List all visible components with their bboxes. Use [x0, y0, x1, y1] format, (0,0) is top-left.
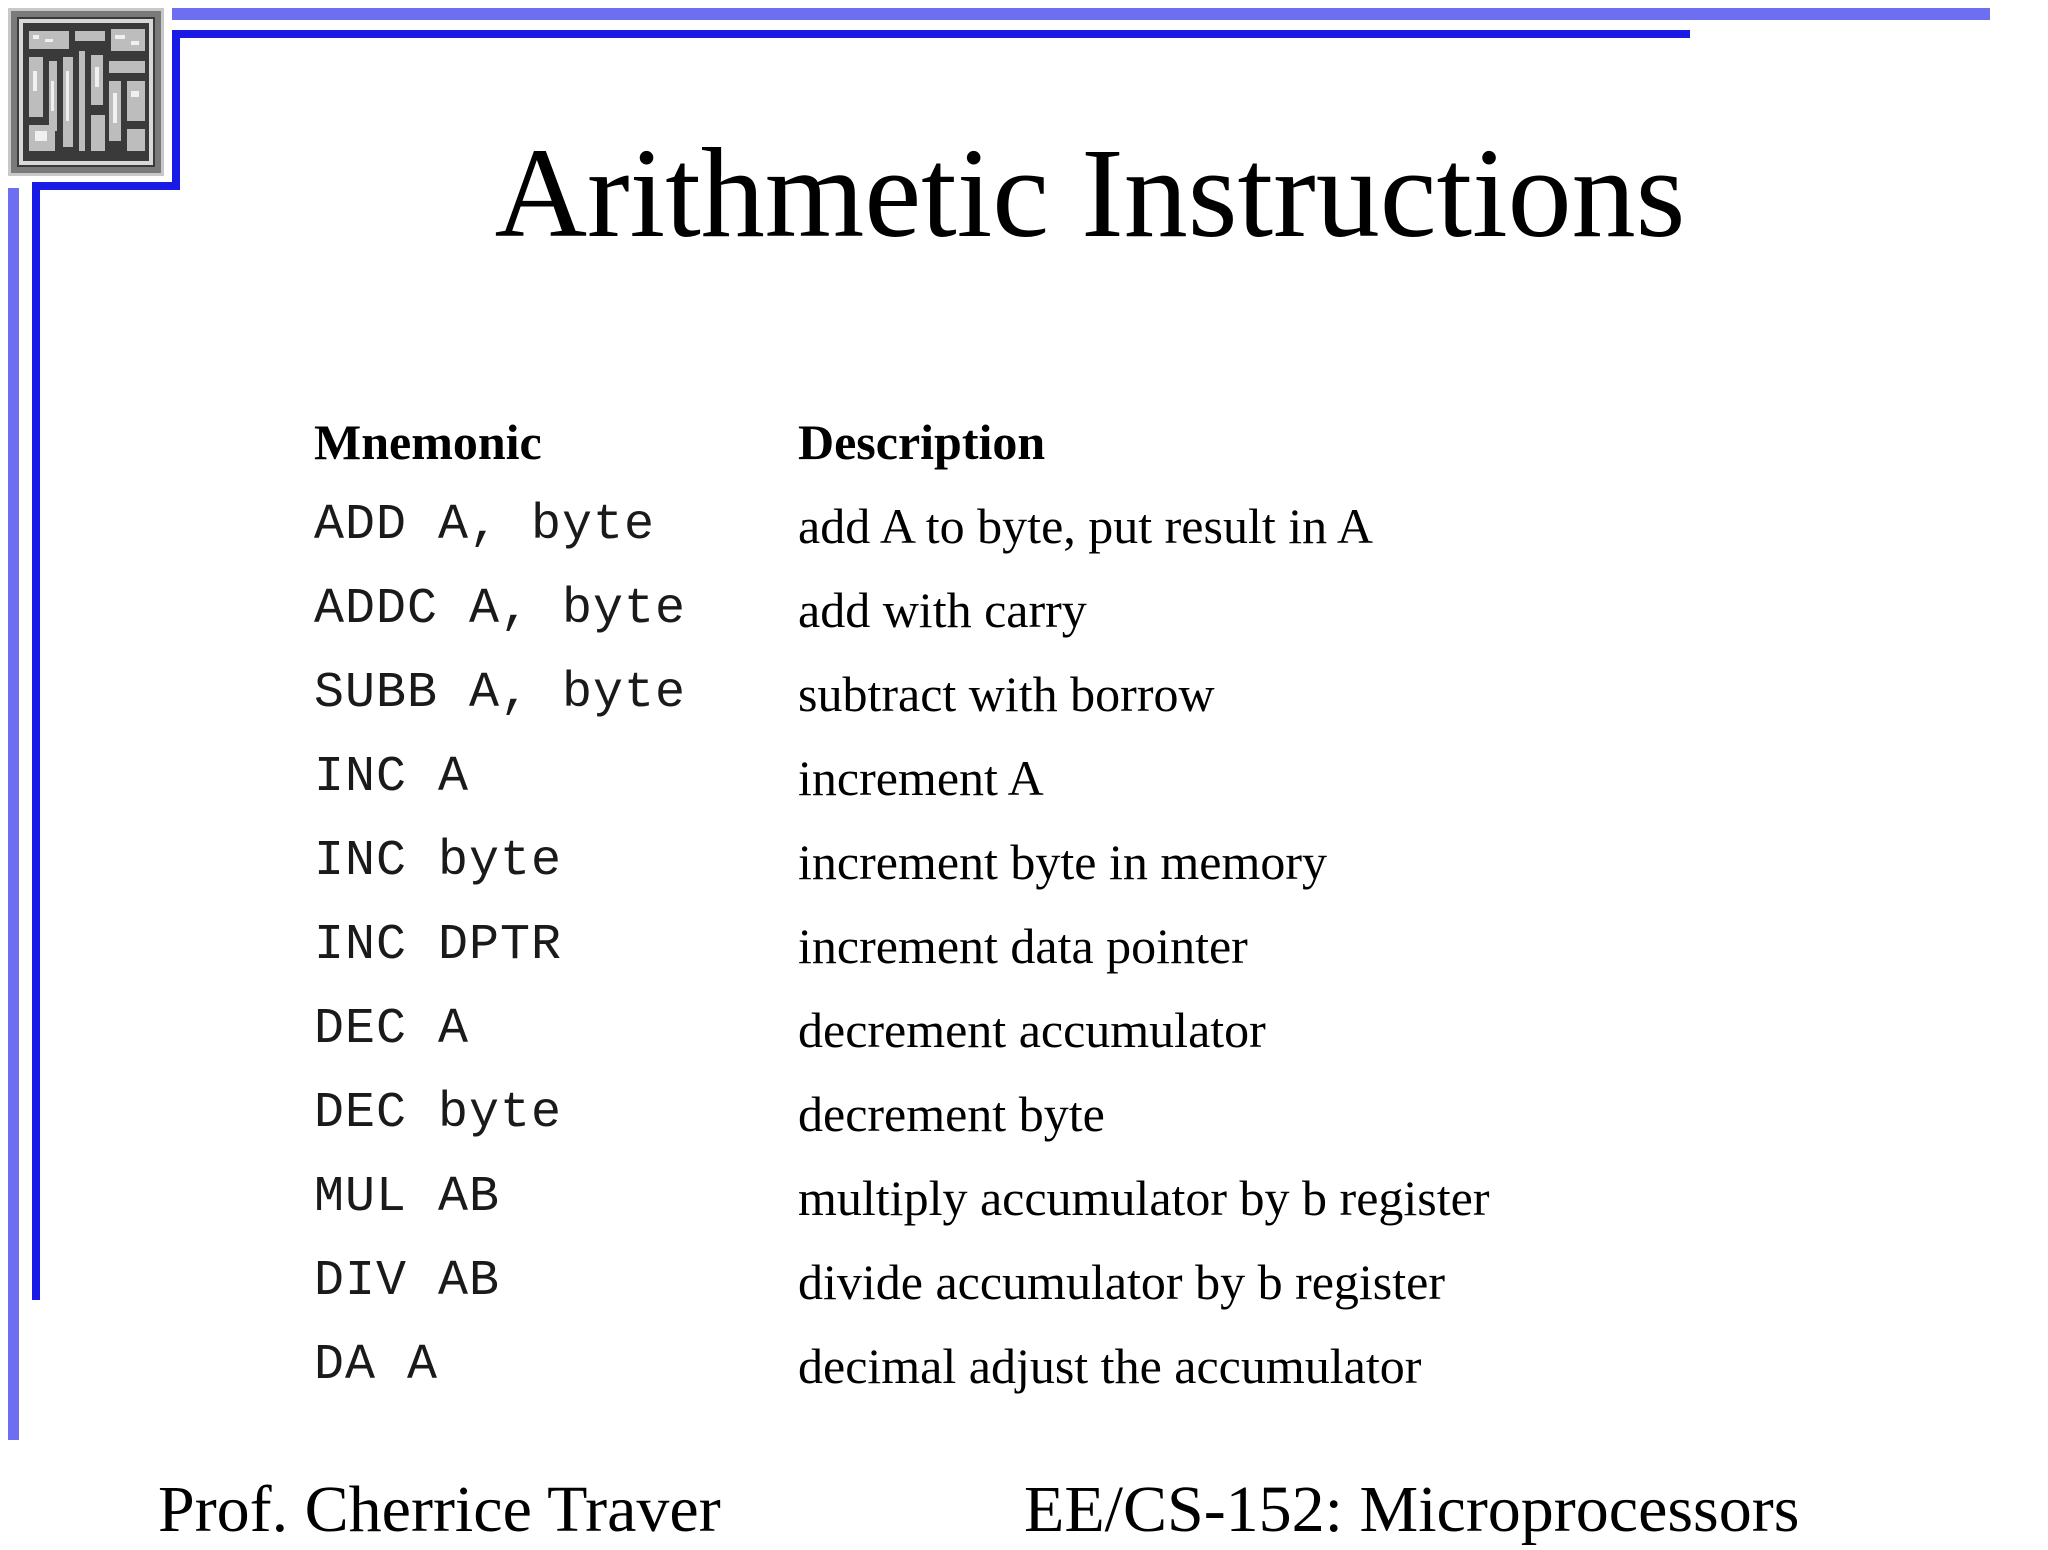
description-cell: decimal adjust the accumulator: [798, 1338, 1422, 1394]
description-cell: add with carry: [798, 582, 1087, 638]
table-row: [314, 988, 1614, 1072]
slide-title: Arithmetic Instructions: [494, 122, 1686, 264]
mnemonic-cell: INC A: [314, 749, 470, 806]
mnemonic-cell: DEC A: [314, 1001, 470, 1058]
footer-course: EE/CS-152: Microprocessors: [1024, 1473, 1800, 1546]
table-row: [314, 484, 1614, 568]
mnemonic-cell: SUBB A, byte: [314, 665, 687, 722]
table-row: [314, 736, 1614, 820]
microchip-die-icon: [8, 8, 164, 176]
description-cell: increment byte in memory: [798, 834, 1328, 890]
description-cell: subtract with borrow: [798, 666, 1215, 722]
left-accent-bar-light: [8, 188, 19, 1440]
description-cell: divide accumulator by b register: [798, 1254, 1445, 1310]
column-header-mnemonic: Mnemonic: [314, 414, 542, 470]
column-header-description: Description: [798, 414, 1046, 470]
corner-accent-bar-vertical: [172, 30, 180, 190]
mnemonic-cell: DIV AB: [314, 1253, 501, 1310]
mnemonic-cell: DEC byte: [314, 1085, 563, 1142]
description-cell: add A to byte, put result in A: [798, 498, 1373, 554]
description-cell: decrement accumulator: [798, 1002, 1266, 1058]
mnemonic-cell: ADD A, byte: [314, 497, 656, 554]
table-row: [314, 820, 1614, 904]
mnemonic-cell: DA A: [314, 1337, 439, 1394]
table-row: [314, 1324, 1614, 1408]
table-header-row: [314, 400, 1614, 484]
mnemonic-cell: MUL AB: [314, 1169, 501, 1226]
table-row: [314, 1240, 1614, 1324]
description-cell: multiply accumulator by b register: [798, 1170, 1490, 1226]
left-accent-bar-dark: [32, 182, 40, 1300]
footer-author: Prof. Cherrice Traver: [158, 1473, 721, 1546]
table-row: [314, 904, 1614, 988]
microchip-die-graphic: [11, 11, 161, 173]
mnemonic-cell: ADDC A, byte: [314, 581, 687, 638]
top-accent-bar-dark: [172, 30, 1690, 38]
table-row: [314, 652, 1614, 736]
mnemonic-cell: INC byte: [314, 833, 563, 890]
table-row: [314, 1156, 1614, 1240]
table-row: [314, 568, 1614, 652]
description-cell: increment A: [798, 750, 1044, 806]
corner-accent-bar-horizontal: [32, 182, 180, 190]
description-cell: increment data pointer: [798, 918, 1248, 974]
description-cell: decrement byte: [798, 1086, 1105, 1142]
table-row: [314, 1072, 1614, 1156]
mnemonic-cell: INC DPTR: [314, 917, 563, 974]
top-accent-bar-light: [172, 8, 1990, 20]
